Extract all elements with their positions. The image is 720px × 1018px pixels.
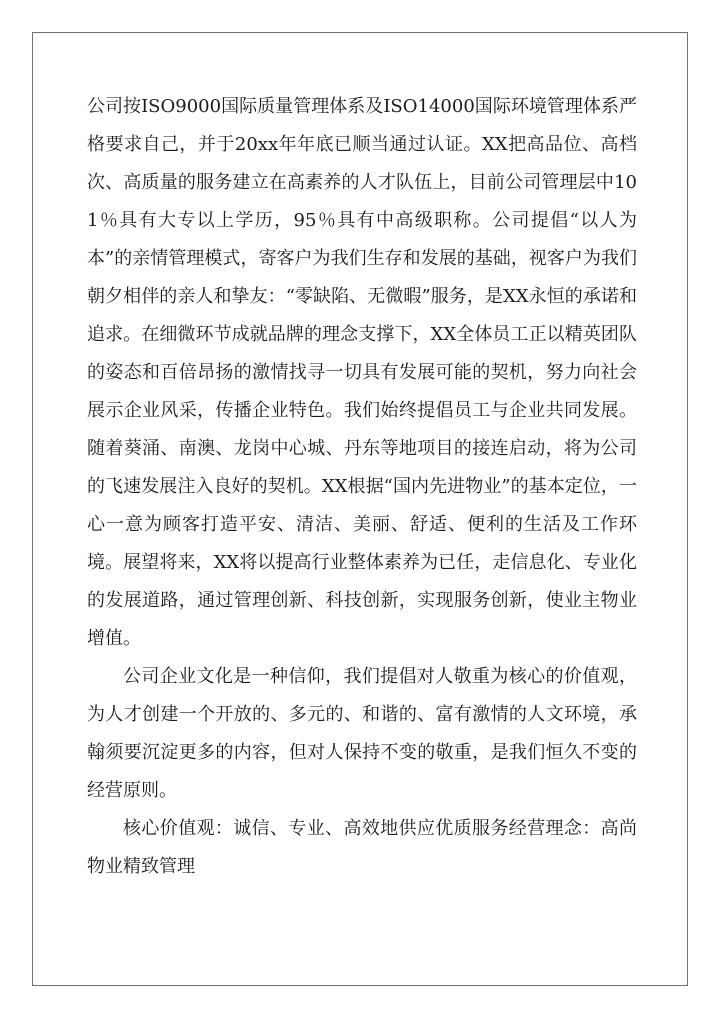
document-body <box>87 88 637 886</box>
paragraph-core-values: 核心价值观：诚信、专业、高效地供应优质服务经营理念：高尚物业精致管理 <box>87 818 637 877</box>
paragraph-corporate-culture: 公司企业文化是一种信仰，我们提倡对人敬重为核心的价值观，为人才创建一个开放的、多元的、和谐的、富有激情的人文环境，承翰须要沉淀更多的内容，但对人保持不变的敬重，是我们恒久不变的经营原则。 <box>87 666 637 801</box>
paragraph-company-intro: 公司按ISO9000国际质量管理体系及ISO14000国际环境管理体系严格要求自己，并于20xx年年底已顺当通过认证。XX把高品位、高档次、高质量的服务建立在高素养的人才队伍上，目前公司管理层中101％具有大专以上学历，95％具有中高级职称。公司提倡“以人为本”的亲情管理模式，寄客户为我们生存和发展的基础，视客户为我们朝夕相伴的亲人和挚友：“零缺陷、无微暇”服务，是XX永恒的承诺和追求。在细微环节成就品牌的理念支撑下，XX全体员工正以精英团队的姿态和百倍昂扬的激情找寻一切具有发展可能的契机，努力向社会展示企业风采，传播企业特色。我们始终提倡员工与企业共同发展。随着葵涌、南澳、龙岗中心城、丹东等地项目的接连启动，将为公司的飞速发展注入良好的契机。XX根据“国内先进物业”的基本定位，一心一意为顾客打造平安、清洁、美丽、舒适、便利的生活及工作环境。展望将来，XX将以提高行业整体素养为已任，走信息化、专业化的发展道路，通过管理创新、科技创新，实现服务创新，使业主物业增值。 <box>87 96 637 649</box>
